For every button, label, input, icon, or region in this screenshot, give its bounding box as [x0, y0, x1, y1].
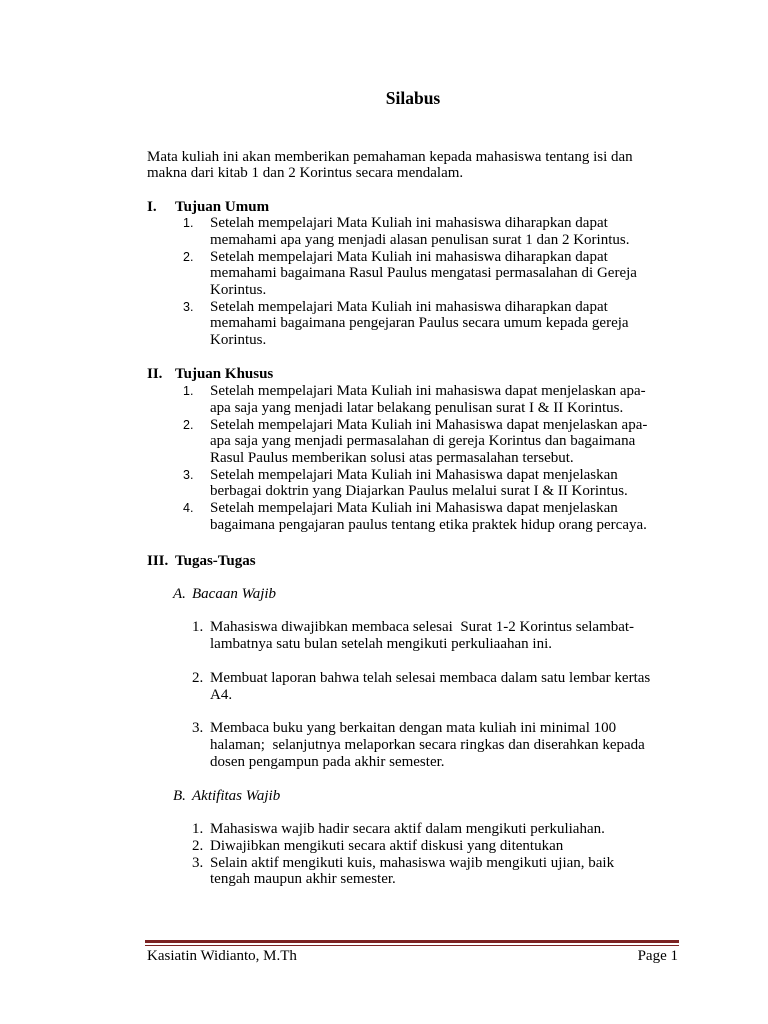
list-number: 3. [183, 467, 194, 482]
footer-author: Kasiatin Widianto, M.Th [147, 948, 297, 964]
list-number: 1. [192, 821, 204, 838]
list-item-line: Setelah mempelajari Mata Kuliah ini mahasiswa dapat menjelaskan apa- [210, 383, 646, 400]
list-item-line: Membuat laporan bahwa telah selesai membaca dalam satu lembar kertas [210, 670, 651, 687]
list-item-line: Setelah mempelajari Mata Kuliah ini Mahasiswa dapat menjelaskan [210, 466, 618, 483]
intro-line: makna dari kitab 1 dan 2 Korintus secara mendalam. [147, 165, 464, 182]
list-item [147, 299, 679, 349]
subsection-heading-bacaan-wajib [147, 586, 679, 603]
list-item-line: Korintus. [210, 282, 267, 298]
list-number: 3. [192, 720, 204, 737]
list-item-line: apa saja yang menjadi permasalahan di gereja Korintus dan bagaimana [210, 433, 636, 450]
list-item-line: Setelah mempelajari Mata Kuliah ini mahasiswa diharapkan dapat [210, 215, 608, 232]
list-item [147, 417, 679, 467]
list-item-line: Mahasiswa diwajibkan membaca selesai Surat 1-2 Korintus selambat- [210, 619, 635, 636]
list-item [147, 720, 679, 770]
section-title: Tujuan Umum [175, 198, 270, 215]
list-item-line: Korintus. [210, 332, 267, 349]
list-item-line: Setelah mempelajari Mata Kuliah ini mahasiswa diharapkan dapat [210, 298, 608, 315]
list-item [147, 467, 679, 500]
footer-divider [145, 945, 679, 946]
list-number: 4. [183, 500, 194, 515]
list-item-line: berbagai doktrin yang Diajarkan Paulus melalui surat I & II Korintus. [210, 483, 628, 500]
page-body [147, 88, 679, 888]
list-number: 3. [183, 299, 194, 314]
list-number: 2. [192, 670, 204, 687]
list-item-line: dosen pengampun pada akhir semester. [210, 753, 445, 770]
list-item-line: halaman; selanjutnya melaporkan secara ringkas dan diserahkan kepada [210, 736, 645, 753]
aktifitas-wajib-list [147, 821, 679, 888]
list-item-line: apa saja yang menjadi latar belakang penulisan surat I & II Korintus. [210, 399, 624, 416]
section-numeral: II. [147, 366, 163, 383]
list-item [147, 249, 679, 299]
list-item-line: bagaimana pengajaran paulus tentang etika praktek hidup orang percaya. [210, 516, 647, 533]
footer-divider [145, 940, 679, 943]
list-item-line: Setelah mempelajari Mata Kuliah ini mahasiswa diharapkan dapat [210, 248, 608, 265]
section-title: Tujuan Khusus [175, 366, 274, 383]
list-item-line: Membaca buku yang berkaitan dengan mata kuliah ini minimal 100 [210, 720, 617, 737]
list-number: 1. [192, 619, 204, 636]
section-heading-tujuan-khusus [147, 366, 679, 383]
list-item-line: tengah maupun akhir semester. [210, 871, 396, 888]
list-item-line: Mahasiswa wajib hadir secara aktif dalam mengikuti perkuliahan. [210, 821, 605, 838]
list-item-line: lambatnya satu bulan setelah mengikuti perkuliaahan ini. [210, 635, 552, 652]
list-item [147, 838, 679, 855]
list-item [147, 619, 679, 652]
list-item-line: memahami apa yang menjadi alasan penulisan surat 1 dan 2 Korintus. [210, 231, 630, 248]
list-item [147, 855, 679, 888]
list-item-line: memahami bagaimana Rasul Paulus mengatasi permasalahan di Gereja [210, 265, 637, 282]
tujuan-khusus-list [147, 383, 679, 533]
list-item [147, 670, 679, 703]
section-heading-tujuan-umum [147, 199, 679, 216]
section-numeral: I. [147, 198, 157, 215]
section-numeral: III. [147, 553, 169, 570]
list-item-line: memahami bagaimana pengejaran Paulus secara umum kepada gereja [210, 315, 629, 332]
section-title: Tugas-Tugas [175, 553, 256, 570]
list-number: 1. [183, 384, 194, 399]
list-item-line: Diwajibkan mengikuti secara aktif diskusi yang ditentukan [210, 837, 564, 854]
page-title: Silabus [385, 88, 441, 108]
list-item-line: Setelah mempelajari Mata Kuliah ini Mahasiswa dapat menjelaskan [210, 499, 618, 516]
subsection-letter: A. [173, 586, 186, 603]
list-number: 2. [183, 417, 194, 432]
subsection-title: Bacaan Wajib [192, 586, 277, 603]
list-item [147, 500, 679, 533]
intro-paragraph [147, 149, 679, 182]
list-item [147, 383, 679, 416]
intro-line: Mata kuliah ini akan memberikan pemahaman kepada mahasiswa tentang isi dan [147, 148, 633, 165]
list-item-line: Setelah mempelajari Mata Kuliah ini Mahasiswa dapat menjelaskan apa- [210, 416, 648, 433]
subsection-letter: B. [173, 788, 186, 805]
list-item-line: Selain aktif mengikuti kuis, mahasiswa wajib mengikuti ujian, baik [210, 854, 615, 871]
list-item [147, 821, 679, 838]
footer-page-number: Page 1 [637, 948, 678, 964]
subsection-title: Aktifitas Wajib [192, 788, 281, 805]
list-item-line: Rasul Paulus memberikan solusi atas permasalahan tersebut. [210, 449, 574, 466]
list-item-line: A4. [210, 686, 233, 703]
list-number: 1. [183, 216, 194, 231]
list-number: 3. [192, 854, 204, 871]
tujuan-umum-list [147, 215, 679, 349]
list-item [147, 215, 679, 248]
list-number: 2. [183, 249, 194, 264]
list-number: 2. [192, 837, 204, 854]
subsection-heading-aktifitas-wajib [147, 788, 679, 805]
section-heading-tugas-tugas [147, 553, 679, 570]
